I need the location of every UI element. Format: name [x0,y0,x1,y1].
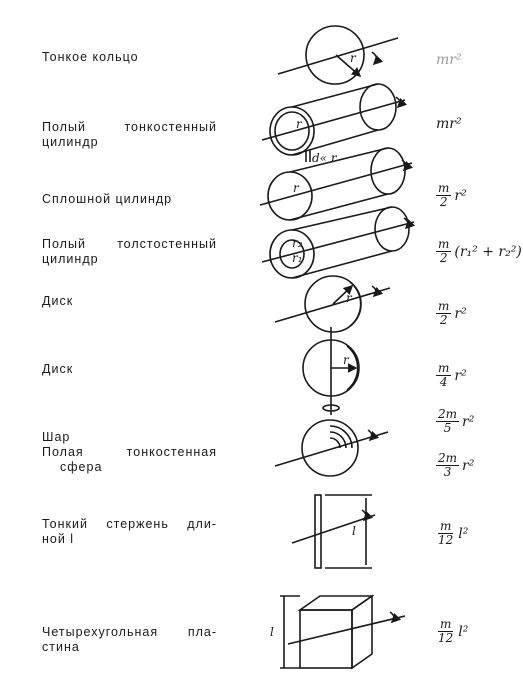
label-word: тонкостенная [126,445,217,459]
inner-radius-label: r₁ [292,251,303,265]
denominator: 12 [438,533,454,547]
denominator: 4 [439,375,448,389]
length-label: l [352,524,356,538]
label-word: пла- [187,625,217,639]
denominator: 2 [439,195,448,209]
denominator: 3 [443,465,452,479]
numerator: m [438,361,450,375]
numerator: m [438,299,450,313]
hollow-thick-cylinder-figure [262,207,414,278]
label-word: Четырехугольная [42,625,159,639]
label-word: тонкостенный [124,120,217,134]
label-line: Диск [42,362,74,376]
label-line: сфера [60,460,103,474]
label-line: Шар [42,430,71,444]
numerator: 2m [438,451,458,465]
label-word: Полый [42,237,86,251]
denominator: 2 [439,313,448,327]
disk-figure-1 [275,276,390,332]
label-line: стина [42,640,80,654]
label-word: толстостенный [117,237,217,251]
radius-label: r [293,181,299,195]
numerator: m [438,237,450,251]
numerator: m [439,519,452,533]
formula-rest: l² [458,525,469,542]
outer-radius-label: r₂ [292,236,303,250]
formula-rest: r² [454,305,467,322]
label-line: Диск [42,294,74,308]
formula-rest: r² [462,413,475,430]
formula-text: mr² [436,52,462,68]
thin-rod-figure [292,495,375,568]
formula-rest: (r₁² + r₂²) [454,243,522,260]
denominator: 2 [439,251,448,265]
wall-thickness-label: d« r [312,151,337,165]
label-line: цилиндр [42,252,99,266]
radius-label: r [350,51,356,65]
label-word: дли- [187,517,217,531]
radius-label: r [296,117,302,131]
denominator: 12 [438,631,454,645]
thin-ring-figure [278,26,398,84]
label-line: цилиндр [42,135,99,149]
radius-label: r [346,291,352,305]
length-label: l [270,625,274,639]
formula-rest: l² [458,623,469,640]
label-line: ной l [42,532,75,546]
label-line: Сплошной цилиндр [42,192,173,206]
denominator: 5 [443,421,452,435]
formula-rest: r² [454,187,467,204]
formula-rest: r² [462,457,475,474]
hollow-thin-cylinder-figure [262,84,405,165]
formula-rest: r² [454,367,467,384]
label-word: Полая [42,445,84,459]
disk-figure-2 [303,327,359,415]
formula-text: mr² [436,116,462,132]
sphere-figure [275,420,388,476]
radius-label: r [343,353,349,367]
numerator: 2m [438,407,458,421]
label-word: Тонкий [42,517,88,531]
numerator: m [438,181,450,195]
label-line: Тонкое кольцо [42,50,139,64]
numerator: m [439,617,452,631]
label-word: Полый [42,120,86,134]
plate-figure [270,596,405,668]
label-word: стержень [106,517,169,531]
